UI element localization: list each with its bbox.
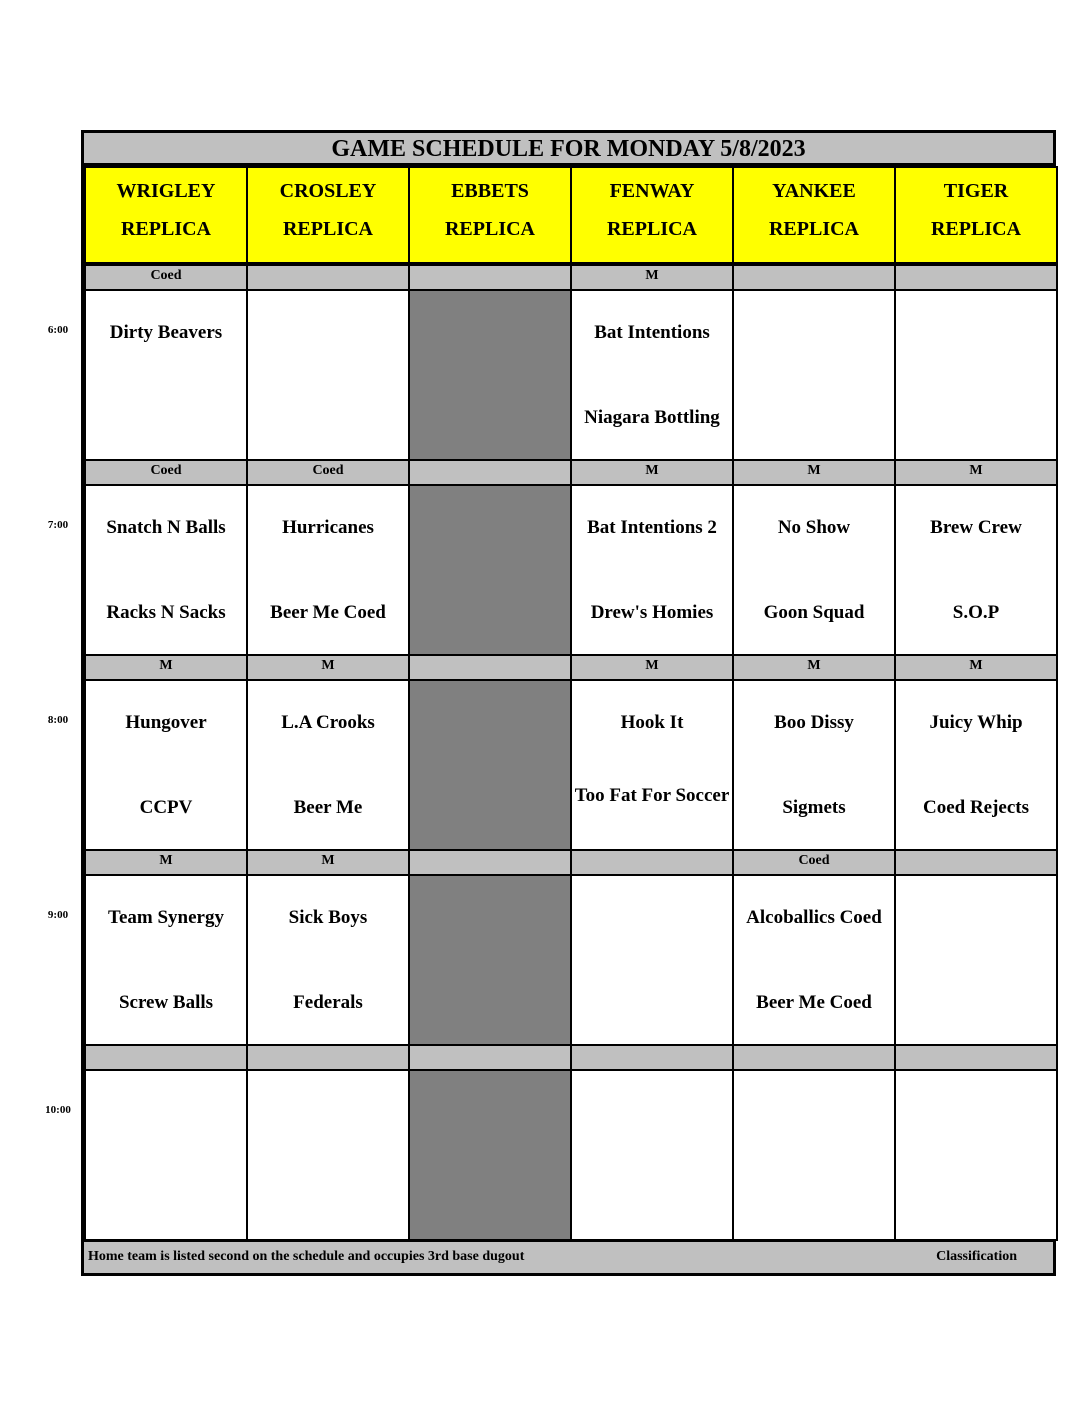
game-cell: [732, 289, 896, 461]
away-team: Bat Intentions 2: [587, 517, 717, 538]
away-team: Brew Crew: [930, 517, 1022, 538]
away-team: Dirty Beavers: [109, 322, 223, 343]
home-team: Racks N Sacks: [106, 602, 226, 623]
game-cell: [84, 289, 248, 461]
classification-cell: [894, 264, 1058, 291]
classification-cell: Coed: [84, 264, 248, 291]
away-team: Juicy Whip: [929, 712, 1023, 733]
time-label: 10:00: [45, 1104, 71, 1116]
classification-cell: [732, 1044, 896, 1071]
game-cell: [894, 289, 1058, 461]
home-team: Screw Balls: [118, 992, 214, 1013]
classification-cell: M: [894, 459, 1058, 486]
game-cell: [894, 1069, 1058, 1241]
away-team: Hungover: [125, 712, 207, 733]
classification-cell: M: [570, 459, 734, 486]
field-header-wrigley: [84, 166, 248, 264]
schedule-footer: [84, 1239, 1053, 1273]
game-cell: [84, 679, 248, 851]
home-team: Coed Rejects: [922, 797, 1030, 818]
field-subtitle: REPLICA: [606, 218, 697, 240]
game-cell: [570, 484, 734, 656]
away-team: Snatch N Balls: [106, 517, 226, 538]
game-cell: [246, 874, 410, 1046]
unavailable-field-cell: [408, 1069, 572, 1241]
field-header-yankee: [732, 166, 896, 264]
away-team: Hook It: [620, 712, 684, 733]
home-team: Beer Me Coed: [270, 602, 386, 623]
field-subtitle: REPLICA: [444, 218, 535, 240]
home-team: Sigmets: [782, 797, 846, 818]
game-cell: [570, 1069, 734, 1241]
game-cell: [894, 484, 1058, 656]
classification-cell: Coed: [84, 459, 248, 486]
game-cell: [246, 289, 410, 461]
home-team-note: Home team is listed second on the schedule and occupies 3rd base dugout: [88, 1249, 525, 1264]
classification-cell: M: [84, 654, 248, 681]
away-team: Sick Boys: [288, 907, 368, 928]
away-team: Hurricanes: [282, 517, 374, 538]
field-header-crosley: [246, 166, 410, 264]
classification-cell: [732, 264, 896, 291]
field-subtitle: REPLICA: [120, 218, 211, 240]
unavailable-field-cell: [408, 484, 572, 656]
home-team: Niagara Bottling: [584, 407, 720, 428]
away-team: Alcoballics Coed: [746, 907, 882, 928]
classification-cell: Coed: [246, 459, 410, 486]
home-team: Drew's Homies: [590, 602, 714, 623]
classification-cell: [246, 1044, 410, 1071]
away-team: Boo Dissy: [774, 712, 854, 733]
classification-cell: [408, 1044, 572, 1071]
field-name: YANKEE: [772, 180, 856, 202]
classification-cell: M: [570, 654, 734, 681]
classification-cell: [408, 459, 572, 486]
classification-cell: [408, 654, 572, 681]
away-team: No Show: [777, 517, 851, 538]
game-cell: [732, 1069, 896, 1241]
field-subtitle: REPLICA: [282, 218, 373, 240]
field-name: EBBETS: [451, 180, 529, 202]
classification-cell: Coed: [732, 849, 896, 876]
away-team: Bat Intentions: [594, 322, 710, 343]
game-cell: [732, 874, 896, 1046]
home-team: Beer Me: [293, 797, 363, 818]
game-cell: [732, 679, 896, 851]
classification-cell: [570, 1044, 734, 1071]
game-cell: [732, 484, 896, 656]
game-cell: [570, 679, 734, 851]
classification-legend: Classification: [936, 1249, 1017, 1264]
classification-cell: M: [732, 654, 896, 681]
game-cell: [894, 679, 1058, 851]
classification-cell: M: [732, 459, 896, 486]
game-cell: [570, 289, 734, 461]
unavailable-field-cell: [408, 874, 572, 1046]
unavailable-field-cell: [408, 679, 572, 851]
game-cell: [246, 1069, 410, 1241]
away-team: L.A Crooks: [281, 712, 375, 733]
classification-cell: M: [84, 849, 248, 876]
field-name: WRIGLEY: [116, 180, 216, 202]
field-header-ebbets: [408, 166, 572, 264]
field-header-fenway: [570, 166, 734, 264]
time-label: 7:00: [47, 519, 69, 531]
home-team: Federals: [293, 992, 363, 1013]
classification-cell: [408, 264, 572, 291]
game-cell: [246, 679, 410, 851]
game-cell: [84, 874, 248, 1046]
field-subtitle: REPLICA: [930, 218, 1021, 240]
schedule-sheet: [81, 130, 1056, 1276]
home-team: Too Fat For Soccer: [574, 785, 730, 806]
game-cell: [570, 874, 734, 1046]
time-label: 9:00: [47, 909, 69, 921]
field-name: TIGER: [943, 180, 1009, 202]
time-label: 6:00: [47, 324, 69, 336]
game-cell: [84, 484, 248, 656]
classification-cell: [408, 849, 572, 876]
classification-cell: [570, 849, 734, 876]
game-cell: [84, 1069, 248, 1241]
home-team: Goon Squad: [763, 602, 865, 623]
classification-cell: [894, 1044, 1058, 1071]
unavailable-field-cell: [408, 289, 572, 461]
field-subtitle: REPLICA: [768, 218, 859, 240]
game-cell: [246, 484, 410, 656]
home-team: S.O.P: [952, 602, 1000, 623]
classification-cell: M: [570, 264, 734, 291]
classification-cell: [246, 264, 410, 291]
field-name: FENWAY: [609, 180, 695, 202]
classification-cell: M: [246, 849, 410, 876]
classification-cell: [84, 1044, 248, 1071]
classification-cell: [894, 849, 1058, 876]
classification-cell: M: [894, 654, 1058, 681]
game-cell: [894, 874, 1058, 1046]
field-name: CROSLEY: [279, 180, 377, 202]
home-team: Beer Me Coed: [756, 992, 872, 1013]
classification-cell: M: [246, 654, 410, 681]
away-team: Team Synergy: [108, 907, 224, 928]
time-label: 8:00: [47, 714, 69, 726]
schedule-title: GAME SCHEDULE FOR MONDAY 5/8/2023: [84, 133, 1053, 166]
field-header-tiger: [894, 166, 1058, 264]
home-team: CCPV: [139, 797, 193, 818]
